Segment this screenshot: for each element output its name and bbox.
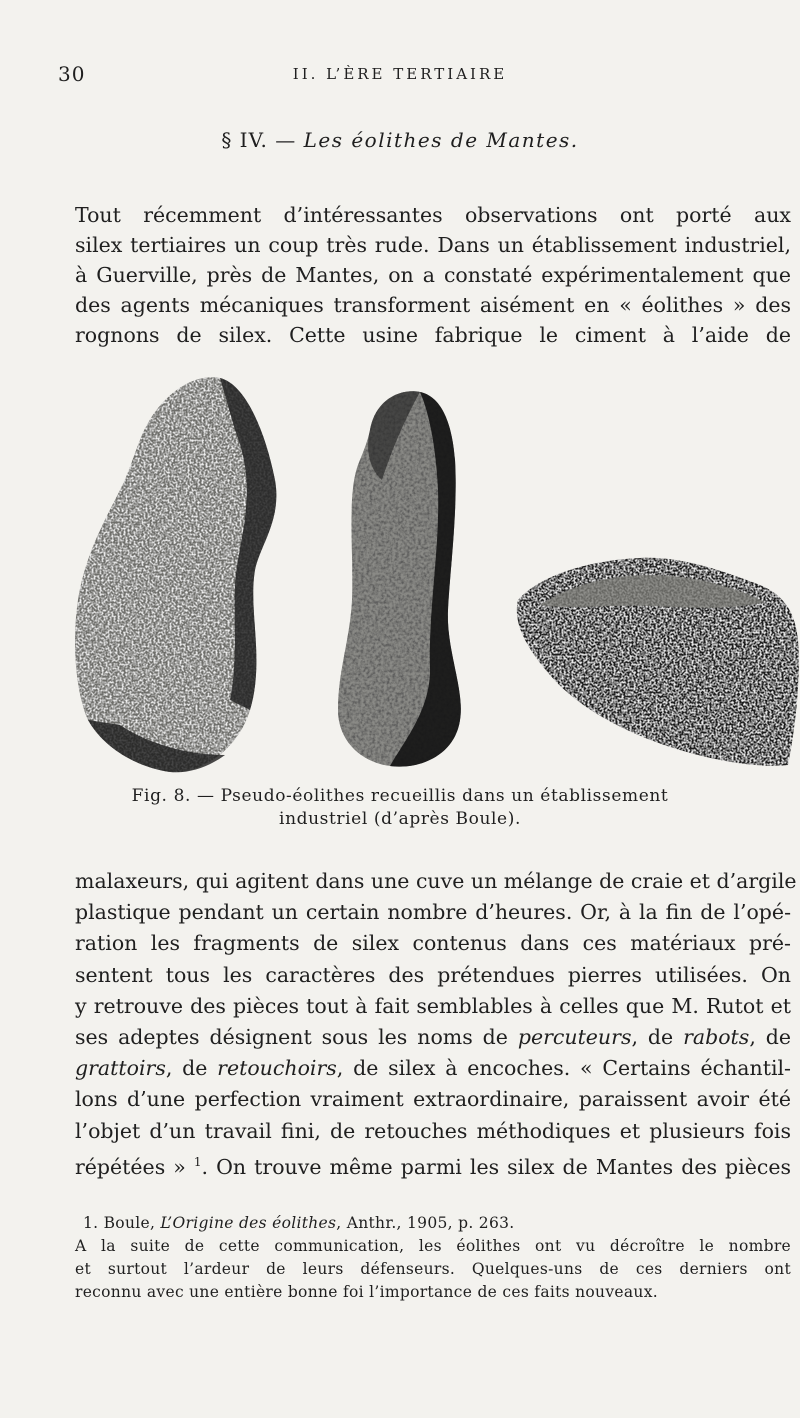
flint-right — [517, 558, 799, 766]
text-run: 1. Boule, — [83, 1214, 161, 1232]
paragraph-intro — [75, 200, 791, 350]
italic-term: grattoirs — [75, 1056, 166, 1081]
flint-middle — [338, 391, 461, 766]
text-line: sentent tous les caractères des prétendues pierres utilisées. On — [75, 962, 791, 987]
italic-term: percuteurs — [517, 1025, 632, 1050]
footnote-line: A la suite de cette communication, les éolithes ont vu décroître le nombre — [75, 1237, 791, 1255]
italic-term: retouchoirs — [217, 1056, 337, 1081]
text-line: malaxeurs, qui agitent dans une cuve un mélange de craie et d’argile — [75, 869, 797, 893]
page-number: 30 — [58, 62, 86, 86]
text-line: l’objet d’un travail fini, de retouches méthodiques et plusieurs fois — [75, 1118, 791, 1143]
italic-term: rabots — [683, 1025, 750, 1050]
text-line — [75, 1053, 791, 1084]
text-run: . On trouve même parmi les silex de Mantes des pièces — [201, 1154, 791, 1179]
footnote-line: reconnu avec une entière bonne foi l’importance de ces faits nouveaux. — [75, 1283, 658, 1301]
section-number: § IV. — — [221, 128, 304, 152]
text-line: plastique pendant un certain nombre d’heures. Or, à la fin de l’opé- — [75, 900, 791, 925]
text-run: , de — [631, 1025, 684, 1050]
text-line — [75, 1022, 791, 1053]
section-heading — [0, 128, 800, 152]
figure-pseudo-eolithes — [70, 370, 800, 780]
text-run: , Anthr., 1905, p. 263. — [336, 1214, 515, 1232]
text-line: Tout récemment d’intéressantes observations ont porté aux — [75, 203, 791, 227]
text-line: ration les fragments de silex contenus dans ces matériaux pré- — [75, 931, 791, 956]
text-run: , de — [749, 1025, 791, 1050]
text-line: des agents mécaniques transforment aisément en « éolithes » des — [75, 293, 791, 317]
text-run: ses adeptes désignent sous les noms de — [75, 1025, 518, 1050]
text-line: à Guerville, près de Mantes, on a constaté expérimentalement que — [75, 263, 791, 287]
caption-line: industriel (d’après Boule). — [279, 809, 521, 829]
text-line: rognons de silex. Cette usine fabrique le ciment à l’aide de — [75, 323, 791, 347]
text-run: , de — [165, 1056, 218, 1081]
text-run: répétées » — [75, 1154, 194, 1179]
running-title: II. L’ÈRE TERTIAIRE — [292, 65, 508, 83]
footnotes — [75, 1212, 791, 1304]
text-line: silex tertiaires un coup très rude. Dans un établissement industriel, — [75, 233, 791, 257]
footnote-ref: 1 — [193, 1154, 202, 1169]
italic-term: L’Origine des éolithes — [160, 1214, 337, 1232]
footnote-line — [75, 1212, 791, 1235]
text-run: , de silex à encoches. « Certains échantil- — [336, 1056, 791, 1081]
text-line: y retrouve des pièces tout à fait semblables à celles que M. Rutot et — [75, 993, 791, 1018]
figure-caption — [0, 785, 800, 831]
text-line — [75, 1147, 791, 1183]
paragraph-main — [75, 866, 797, 1183]
caption-line: Fig. 8. — Pseudo-éolithes recueillis dans un établissement — [131, 786, 669, 806]
flint-left — [75, 377, 276, 772]
flint-illustration — [70, 370, 800, 780]
section-title: Les éolithes de Mantes. — [303, 128, 579, 152]
footnote-line: et surtout l’ardeur de leurs défenseurs. Quelques-uns de ces derniers ont — [75, 1260, 791, 1278]
text-line: lons d’une perfection vraiment extraordinaire, paraissent avoir été — [75, 1087, 791, 1112]
running-head — [0, 62, 800, 86]
